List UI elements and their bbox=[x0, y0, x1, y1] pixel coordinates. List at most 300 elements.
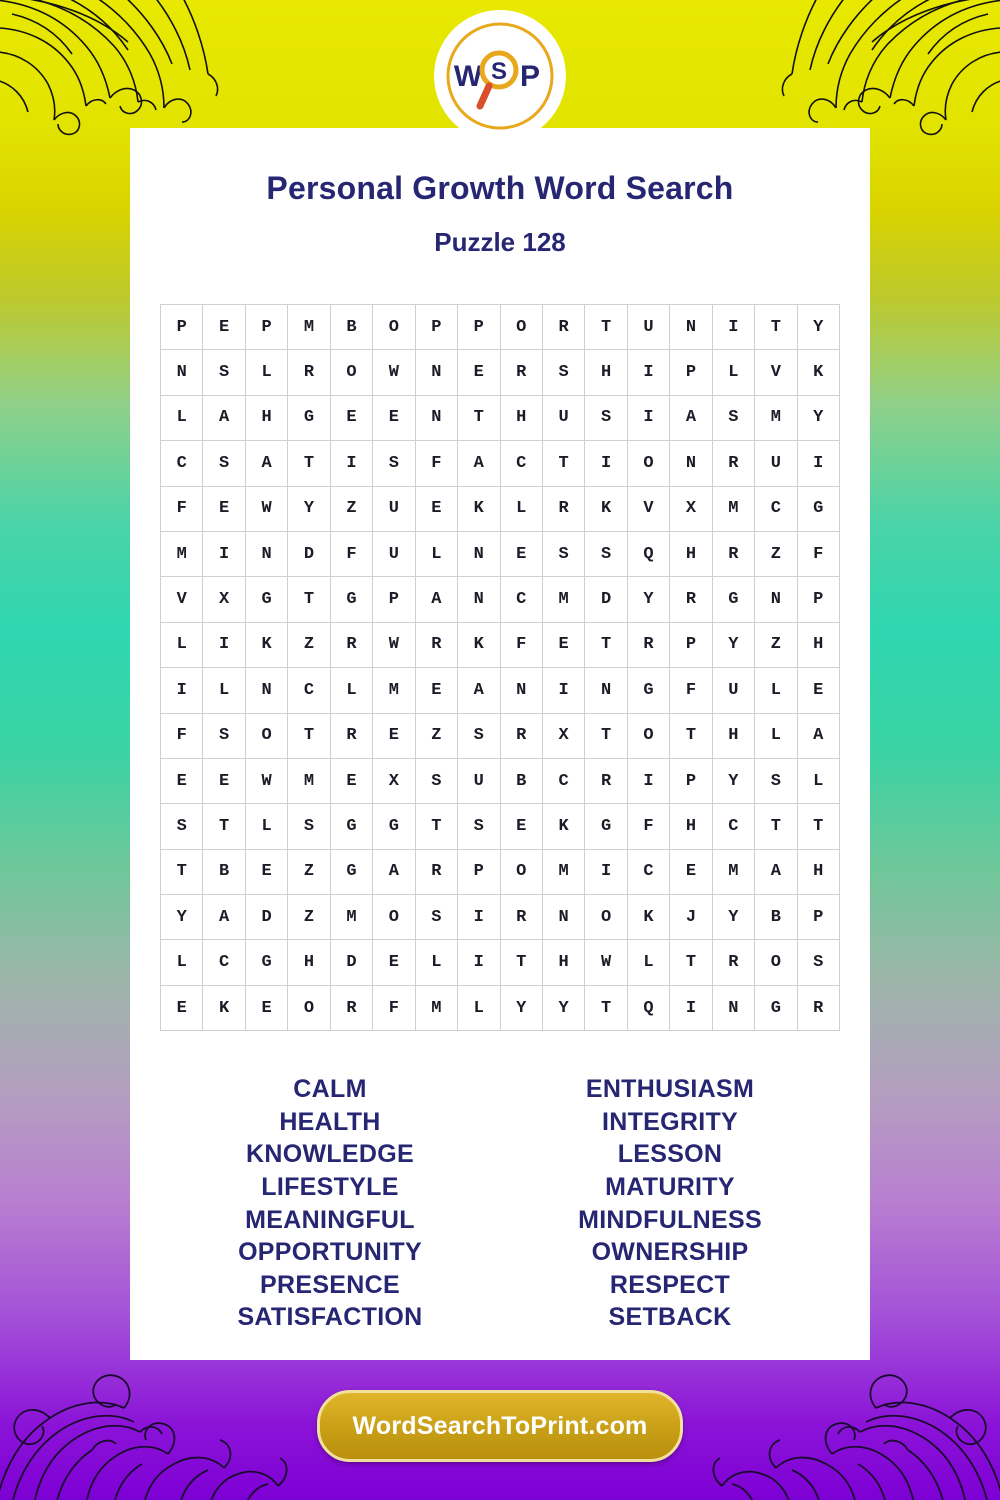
grid-cell[interactable]: U bbox=[627, 305, 669, 350]
grid-cell[interactable]: E bbox=[245, 849, 287, 894]
grid-cell[interactable]: U bbox=[755, 441, 797, 486]
grid-cell[interactable]: B bbox=[330, 305, 372, 350]
grid-cell[interactable]: K bbox=[627, 895, 669, 940]
puzzle-sheet bbox=[130, 128, 870, 1360]
grid-cell[interactable]: T bbox=[415, 804, 457, 849]
grid-cell[interactable]: N bbox=[245, 668, 287, 713]
grid-cell[interactable]: K bbox=[458, 622, 500, 667]
grid-cell[interactable]: H bbox=[585, 350, 627, 395]
grid-cell[interactable]: Y bbox=[712, 758, 754, 803]
grid-cell[interactable]: N bbox=[415, 350, 457, 395]
grid-cell[interactable]: S bbox=[542, 531, 584, 576]
grid-cell[interactable]: N bbox=[670, 441, 712, 486]
grid-row bbox=[161, 758, 840, 803]
puzzle-number: Puzzle 128 bbox=[434, 227, 566, 257]
grid-cell[interactable]: E bbox=[330, 758, 372, 803]
grid-cell[interactable]: T bbox=[585, 985, 627, 1030]
grid-cell[interactable]: C bbox=[288, 668, 330, 713]
grid-cell[interactable]: T bbox=[755, 804, 797, 849]
word-list-item: CALM bbox=[293, 1075, 367, 1104]
grid-row bbox=[161, 305, 840, 350]
grid-cell[interactable]: M bbox=[755, 395, 797, 440]
grid-cell[interactable]: R bbox=[627, 622, 669, 667]
grid-cell[interactable]: M bbox=[542, 849, 584, 894]
grid-cell[interactable]: O bbox=[627, 713, 669, 758]
grid-cell[interactable]: N bbox=[458, 531, 500, 576]
grid-cell[interactable]: E bbox=[415, 486, 457, 531]
logo-letter-s: S bbox=[490, 58, 508, 85]
grid-cell[interactable]: S bbox=[585, 395, 627, 440]
grid-cell[interactable]: S bbox=[203, 441, 245, 486]
grid-cell[interactable]: W bbox=[245, 758, 287, 803]
grid-cell[interactable]: R bbox=[585, 758, 627, 803]
grid-cell[interactable]: O bbox=[288, 985, 330, 1030]
grid-cell[interactable]: G bbox=[245, 940, 287, 985]
grid-cell[interactable]: X bbox=[373, 758, 415, 803]
logo-graphic bbox=[444, 20, 556, 132]
grid-cell[interactable]: S bbox=[373, 441, 415, 486]
grid-cell[interactable]: I bbox=[670, 985, 712, 1030]
grid-cell[interactable]: Y bbox=[161, 895, 203, 940]
grid-cell[interactable]: H bbox=[797, 849, 839, 894]
grid-cell[interactable]: M bbox=[288, 758, 330, 803]
grid-row bbox=[161, 895, 840, 940]
grid-cell[interactable]: I bbox=[585, 849, 627, 894]
grid-cell[interactable]: I bbox=[797, 441, 839, 486]
grid-cell[interactable]: H bbox=[542, 940, 584, 985]
grid-cell[interactable]: N bbox=[245, 531, 287, 576]
grid-cell[interactable]: P bbox=[670, 622, 712, 667]
grid-cell[interactable]: R bbox=[542, 305, 584, 350]
grid-cell[interactable]: N bbox=[458, 577, 500, 622]
page-title: Personal Growth Word Search bbox=[266, 170, 734, 206]
word-list-item: ENTHUSIASM bbox=[585, 1075, 755, 1104]
grid-cell[interactable]: E bbox=[203, 758, 245, 803]
grid-cell[interactable]: X bbox=[203, 577, 245, 622]
grid-cell[interactable]: R bbox=[797, 985, 839, 1030]
grid-cell[interactable]: Z bbox=[755, 622, 797, 667]
grid-cell[interactable]: A bbox=[373, 849, 415, 894]
grid-cell[interactable]: T bbox=[585, 713, 627, 758]
site-logo[interactable] bbox=[438, 14, 562, 138]
grid-cell[interactable]: Z bbox=[288, 849, 330, 894]
grid-cell[interactable]: I bbox=[161, 668, 203, 713]
grid-cell[interactable]: P bbox=[797, 895, 839, 940]
grid-cell[interactable]: G bbox=[755, 985, 797, 1030]
grid-cell[interactable]: Q bbox=[627, 985, 669, 1030]
grid-cell[interactable]: R bbox=[712, 441, 754, 486]
grid-cell[interactable]: A bbox=[415, 577, 457, 622]
grid-cell[interactable]: H bbox=[670, 531, 712, 576]
grid-cell[interactable]: S bbox=[203, 713, 245, 758]
grid-cell[interactable]: E bbox=[373, 395, 415, 440]
grid-cell[interactable]: R bbox=[330, 985, 372, 1030]
grid-cell[interactable]: V bbox=[627, 486, 669, 531]
grid-cell[interactable]: T bbox=[542, 441, 584, 486]
grid-cell[interactable]: L bbox=[245, 350, 287, 395]
grid-cell[interactable]: O bbox=[330, 350, 372, 395]
grid-cell[interactable]: D bbox=[585, 577, 627, 622]
grid-cell[interactable]: K bbox=[585, 486, 627, 531]
word-search-grid[interactable] bbox=[160, 304, 840, 1031]
grid-cell[interactable]: C bbox=[500, 577, 542, 622]
grid-cell[interactable]: R bbox=[288, 350, 330, 395]
grid-cell[interactable]: G bbox=[330, 849, 372, 894]
grid-cell[interactable]: T bbox=[458, 395, 500, 440]
grid-cell[interactable]: P bbox=[458, 305, 500, 350]
grid-cell[interactable]: S bbox=[415, 895, 457, 940]
grid-cell[interactable]: P bbox=[415, 305, 457, 350]
grid-cell[interactable]: J bbox=[670, 895, 712, 940]
grid-cell[interactable]: W bbox=[373, 622, 415, 667]
grid-cell[interactable]: G bbox=[585, 804, 627, 849]
grid-cell[interactable]: F bbox=[161, 713, 203, 758]
grid-cell[interactable]: C bbox=[203, 940, 245, 985]
grid-cell[interactable]: H bbox=[670, 804, 712, 849]
grid-cell[interactable]: E bbox=[245, 985, 287, 1030]
grid-cell[interactable]: E bbox=[458, 350, 500, 395]
word-list-column-right bbox=[510, 1073, 830, 1334]
grid-cell[interactable]: T bbox=[670, 940, 712, 985]
grid-cell[interactable]: K bbox=[245, 622, 287, 667]
word-list-item: LESSON bbox=[617, 1140, 723, 1169]
grid-cell[interactable]: V bbox=[161, 577, 203, 622]
grid-cell[interactable]: D bbox=[330, 940, 372, 985]
grid-row bbox=[161, 713, 840, 758]
corner-ornament-bottom-left bbox=[0, 1336, 294, 1500]
grid-cell[interactable]: Y bbox=[500, 985, 542, 1030]
word-search-grid-wrapper bbox=[160, 304, 840, 1031]
grid-cell[interactable]: N bbox=[755, 577, 797, 622]
grid-cell[interactable]: L bbox=[458, 985, 500, 1030]
word-list-item: INTEGRITY bbox=[601, 1107, 739, 1136]
grid-cell[interactable]: R bbox=[500, 350, 542, 395]
grid-cell[interactable]: A bbox=[245, 441, 287, 486]
grid-cell[interactable]: Y bbox=[712, 622, 754, 667]
grid-cell[interactable]: T bbox=[288, 441, 330, 486]
grid-row bbox=[161, 486, 840, 531]
grid-cell[interactable]: D bbox=[288, 531, 330, 576]
grid-cell[interactable]: Y bbox=[797, 395, 839, 440]
grid-cell[interactable]: E bbox=[542, 622, 584, 667]
grid-cell[interactable]: K bbox=[797, 350, 839, 395]
grid-cell[interactable]: U bbox=[712, 668, 754, 713]
grid-cell[interactable]: H bbox=[245, 395, 287, 440]
grid-cell[interactable]: S bbox=[755, 758, 797, 803]
grid-cell[interactable]: L bbox=[712, 350, 754, 395]
grid-cell[interactable]: I bbox=[627, 395, 669, 440]
grid-cell[interactable]: C bbox=[755, 486, 797, 531]
grid-cell[interactable]: O bbox=[245, 713, 287, 758]
grid-cell[interactable]: M bbox=[542, 577, 584, 622]
grid-cell[interactable]: S bbox=[458, 713, 500, 758]
grid-cell[interactable]: Q bbox=[627, 531, 669, 576]
grid-cell[interactable]: S bbox=[458, 804, 500, 849]
grid-cell[interactable]: A bbox=[670, 395, 712, 440]
word-list-item: HEALTH bbox=[279, 1107, 381, 1136]
grid-cell[interactable]: T bbox=[500, 940, 542, 985]
grid-cell[interactable]: S bbox=[542, 350, 584, 395]
grid-cell[interactable]: S bbox=[203, 350, 245, 395]
word-list-item: LIFESTYLE bbox=[261, 1173, 399, 1202]
grid-cell[interactable]: L bbox=[415, 940, 457, 985]
grid-cell[interactable]: S bbox=[161, 804, 203, 849]
grid-cell[interactable]: Y bbox=[288, 486, 330, 531]
grid-cell[interactable]: R bbox=[500, 895, 542, 940]
grid-cell[interactable]: L bbox=[627, 940, 669, 985]
grid-row bbox=[161, 577, 840, 622]
grid-cell[interactable]: I bbox=[542, 668, 584, 713]
grid-cell[interactable]: X bbox=[670, 486, 712, 531]
grid-cell[interactable]: N bbox=[161, 350, 203, 395]
word-list-item: OPPORTUNITY bbox=[238, 1238, 422, 1267]
grid-cell[interactable]: K bbox=[203, 985, 245, 1030]
grid-cell[interactable]: W bbox=[245, 486, 287, 531]
grid-cell[interactable]: R bbox=[712, 940, 754, 985]
grid-row bbox=[161, 804, 840, 849]
grid-cell[interactable]: P bbox=[458, 849, 500, 894]
grid-cell[interactable]: L bbox=[797, 758, 839, 803]
corner-ornament-top-left bbox=[0, 0, 224, 139]
grid-cell[interactable]: Z bbox=[330, 486, 372, 531]
website-label: WordSearchToPrint.com bbox=[352, 1411, 648, 1440]
grid-cell[interactable]: E bbox=[161, 985, 203, 1030]
grid-cell[interactable]: U bbox=[373, 531, 415, 576]
grid-cell[interactable]: C bbox=[542, 758, 584, 803]
grid-cell[interactable]: B bbox=[755, 895, 797, 940]
word-list-item: MEANINGFUL bbox=[245, 1205, 415, 1234]
grid-cell[interactable]: Y bbox=[712, 895, 754, 940]
grid-cell[interactable]: L bbox=[330, 668, 372, 713]
grid-cell[interactable]: M bbox=[161, 531, 203, 576]
grid-cell[interactable]: V bbox=[755, 350, 797, 395]
grid-cell[interactable]: L bbox=[161, 622, 203, 667]
grid-cell[interactable]: L bbox=[755, 713, 797, 758]
grid-cell[interactable]: L bbox=[203, 668, 245, 713]
grid-cell[interactable]: M bbox=[330, 895, 372, 940]
grid-cell[interactable]: K bbox=[458, 486, 500, 531]
grid-cell[interactable]: A bbox=[458, 441, 500, 486]
grid-cell[interactable]: F bbox=[415, 441, 457, 486]
grid-cell[interactable]: C bbox=[500, 441, 542, 486]
grid-cell[interactable]: P bbox=[797, 577, 839, 622]
grid-cell[interactable]: N bbox=[712, 985, 754, 1030]
grid-cell[interactable]: Z bbox=[288, 895, 330, 940]
grid-cell[interactable]: H bbox=[500, 395, 542, 440]
grid-cell[interactable]: E bbox=[670, 849, 712, 894]
grid-cell[interactable]: R bbox=[670, 577, 712, 622]
grid-cell[interactable]: S bbox=[797, 940, 839, 985]
grid-cell[interactable]: O bbox=[585, 895, 627, 940]
grid-cell[interactable]: A bbox=[797, 713, 839, 758]
grid-cell[interactable]: U bbox=[542, 395, 584, 440]
grid-cell[interactable]: F bbox=[500, 622, 542, 667]
grid-cell[interactable]: G bbox=[627, 668, 669, 713]
grid-cell[interactable]: N bbox=[670, 305, 712, 350]
grid-cell[interactable]: Z bbox=[755, 531, 797, 576]
grid-cell[interactable]: T bbox=[203, 804, 245, 849]
grid-cell[interactable]: L bbox=[415, 531, 457, 576]
grid-cell[interactable]: T bbox=[288, 713, 330, 758]
grid-cell[interactable]: W bbox=[373, 350, 415, 395]
grid-cell[interactable]: E bbox=[161, 758, 203, 803]
grid-cell[interactable]: M bbox=[712, 486, 754, 531]
grid-cell[interactable]: M bbox=[373, 668, 415, 713]
grid-cell[interactable]: T bbox=[797, 804, 839, 849]
grid-row bbox=[161, 531, 840, 576]
grid-cell[interactable]: B bbox=[203, 849, 245, 894]
grid-cell[interactable]: P bbox=[373, 577, 415, 622]
grid-cell[interactable]: R bbox=[330, 713, 372, 758]
grid-cell[interactable]: H bbox=[797, 622, 839, 667]
grid-cell[interactable]: P bbox=[670, 350, 712, 395]
grid-cell[interactable]: O bbox=[627, 441, 669, 486]
grid-cell[interactable]: F bbox=[670, 668, 712, 713]
grid-cell[interactable]: I bbox=[458, 895, 500, 940]
grid-cell[interactable]: F bbox=[330, 531, 372, 576]
grid-cell[interactable]: E bbox=[330, 395, 372, 440]
website-button[interactable] bbox=[317, 1390, 683, 1462]
grid-cell[interactable]: H bbox=[712, 713, 754, 758]
grid-cell[interactable]: R bbox=[415, 622, 457, 667]
grid-cell[interactable]: G bbox=[797, 486, 839, 531]
grid-cell[interactable]: L bbox=[161, 395, 203, 440]
grid-cell[interactable]: G bbox=[373, 804, 415, 849]
grid-cell[interactable]: N bbox=[585, 668, 627, 713]
grid-row bbox=[161, 985, 840, 1030]
word-list bbox=[170, 1073, 830, 1334]
grid-row bbox=[161, 622, 840, 667]
grid-cell[interactable]: G bbox=[330, 577, 372, 622]
grid-cell[interactable]: G bbox=[245, 577, 287, 622]
grid-cell[interactable]: Z bbox=[288, 622, 330, 667]
grid-cell[interactable]: S bbox=[415, 758, 457, 803]
grid-cell[interactable]: K bbox=[542, 804, 584, 849]
grid-cell[interactable]: T bbox=[288, 577, 330, 622]
grid-cell[interactable]: M bbox=[415, 985, 457, 1030]
grid-cell[interactable]: P bbox=[161, 305, 203, 350]
grid-cell[interactable]: I bbox=[627, 758, 669, 803]
word-list-column-left bbox=[170, 1073, 490, 1334]
grid-cell[interactable]: I bbox=[627, 350, 669, 395]
grid-cell[interactable]: E bbox=[203, 486, 245, 531]
grid-row bbox=[161, 849, 840, 894]
grid-cell[interactable]: W bbox=[585, 940, 627, 985]
grid-cell[interactable]: G bbox=[712, 577, 754, 622]
grid-cell[interactable]: N bbox=[500, 668, 542, 713]
grid-cell[interactable]: E bbox=[500, 531, 542, 576]
grid-cell[interactable]: R bbox=[542, 486, 584, 531]
grid-cell[interactable]: S bbox=[585, 531, 627, 576]
grid-cell[interactable]: C bbox=[627, 849, 669, 894]
grid-cell[interactable]: S bbox=[712, 395, 754, 440]
grid-cell[interactable]: A bbox=[458, 668, 500, 713]
grid-cell[interactable]: G bbox=[288, 395, 330, 440]
grid-cell[interactable]: P bbox=[245, 305, 287, 350]
grid-cell[interactable]: I bbox=[330, 441, 372, 486]
grid-cell[interactable]: L bbox=[755, 668, 797, 713]
grid-cell[interactable]: I bbox=[203, 531, 245, 576]
corner-ornament-top-right bbox=[776, 0, 1000, 139]
grid-cell[interactable]: R bbox=[415, 849, 457, 894]
grid-cell[interactable]: T bbox=[755, 305, 797, 350]
word-list-item: MINDFULNESS bbox=[578, 1205, 762, 1234]
grid-cell[interactable]: L bbox=[161, 940, 203, 985]
grid-cell[interactable]: O bbox=[755, 940, 797, 985]
grid-cell[interactable]: M bbox=[712, 849, 754, 894]
grid-cell[interactable]: I bbox=[458, 940, 500, 985]
grid-cell[interactable]: G bbox=[330, 804, 372, 849]
grid-cell[interactable]: E bbox=[415, 668, 457, 713]
grid-cell[interactable]: T bbox=[670, 713, 712, 758]
grid-cell[interactable]: R bbox=[330, 622, 372, 667]
grid-cell[interactable]: L bbox=[500, 486, 542, 531]
grid-cell[interactable]: P bbox=[670, 758, 712, 803]
word-list-item: KNOWLEDGE bbox=[246, 1140, 414, 1169]
grid-cell[interactable]: E bbox=[500, 804, 542, 849]
word-list-item: MATURITY bbox=[605, 1173, 735, 1202]
grid-cell[interactable]: E bbox=[373, 940, 415, 985]
grid-cell[interactable]: Y bbox=[797, 305, 839, 350]
grid-cell[interactable]: I bbox=[585, 441, 627, 486]
grid-cell[interactable]: U bbox=[458, 758, 500, 803]
word-list-item: PRESENCE bbox=[260, 1270, 400, 1299]
grid-row bbox=[161, 441, 840, 486]
grid-cell[interactable]: O bbox=[500, 305, 542, 350]
grid-cell[interactable]: F bbox=[373, 985, 415, 1030]
grid-cell[interactable]: A bbox=[203, 895, 245, 940]
grid-cell[interactable]: S bbox=[288, 804, 330, 849]
grid-cell[interactable]: B bbox=[500, 758, 542, 803]
grid-cell[interactable]: D bbox=[245, 895, 287, 940]
grid-cell[interactable]: Z bbox=[415, 713, 457, 758]
grid-cell[interactable]: C bbox=[712, 804, 754, 849]
grid-cell[interactable]: C bbox=[161, 441, 203, 486]
grid-cell[interactable]: A bbox=[755, 849, 797, 894]
grid-cell[interactable]: R bbox=[712, 531, 754, 576]
grid-cell[interactable]: O bbox=[373, 895, 415, 940]
grid-cell[interactable]: M bbox=[288, 305, 330, 350]
grid-cell[interactable]: Y bbox=[627, 577, 669, 622]
grid-cell[interactable]: E bbox=[373, 713, 415, 758]
grid-cell[interactable]: E bbox=[797, 668, 839, 713]
grid-cell[interactable]: N bbox=[542, 895, 584, 940]
grid-cell[interactable]: F bbox=[797, 531, 839, 576]
grid-cell[interactable]: T bbox=[585, 305, 627, 350]
grid-row bbox=[161, 940, 840, 985]
grid-cell[interactable]: H bbox=[288, 940, 330, 985]
grid-cell[interactable]: T bbox=[161, 849, 203, 894]
word-list-item: SATISFACTION bbox=[237, 1303, 423, 1332]
word-list-item: OWNERSHIP bbox=[591, 1238, 749, 1267]
grid-cell[interactable]: F bbox=[627, 804, 669, 849]
grid-cell[interactable]: N bbox=[415, 395, 457, 440]
grid-cell[interactable]: L bbox=[245, 804, 287, 849]
grid-cell[interactable]: Y bbox=[542, 985, 584, 1030]
grid-cell[interactable]: E bbox=[203, 305, 245, 350]
grid-cell[interactable]: O bbox=[373, 305, 415, 350]
grid-cell[interactable]: O bbox=[500, 849, 542, 894]
grid-cell[interactable]: U bbox=[373, 486, 415, 531]
grid-cell[interactable]: I bbox=[203, 622, 245, 667]
grid-cell[interactable]: I bbox=[712, 305, 754, 350]
grid-cell[interactable]: F bbox=[161, 486, 203, 531]
grid-cell[interactable]: T bbox=[585, 622, 627, 667]
grid-cell[interactable]: X bbox=[542, 713, 584, 758]
word-list-item: RESPECT bbox=[609, 1270, 731, 1299]
grid-cell[interactable]: R bbox=[500, 713, 542, 758]
grid-cell[interactable]: A bbox=[203, 395, 245, 440]
